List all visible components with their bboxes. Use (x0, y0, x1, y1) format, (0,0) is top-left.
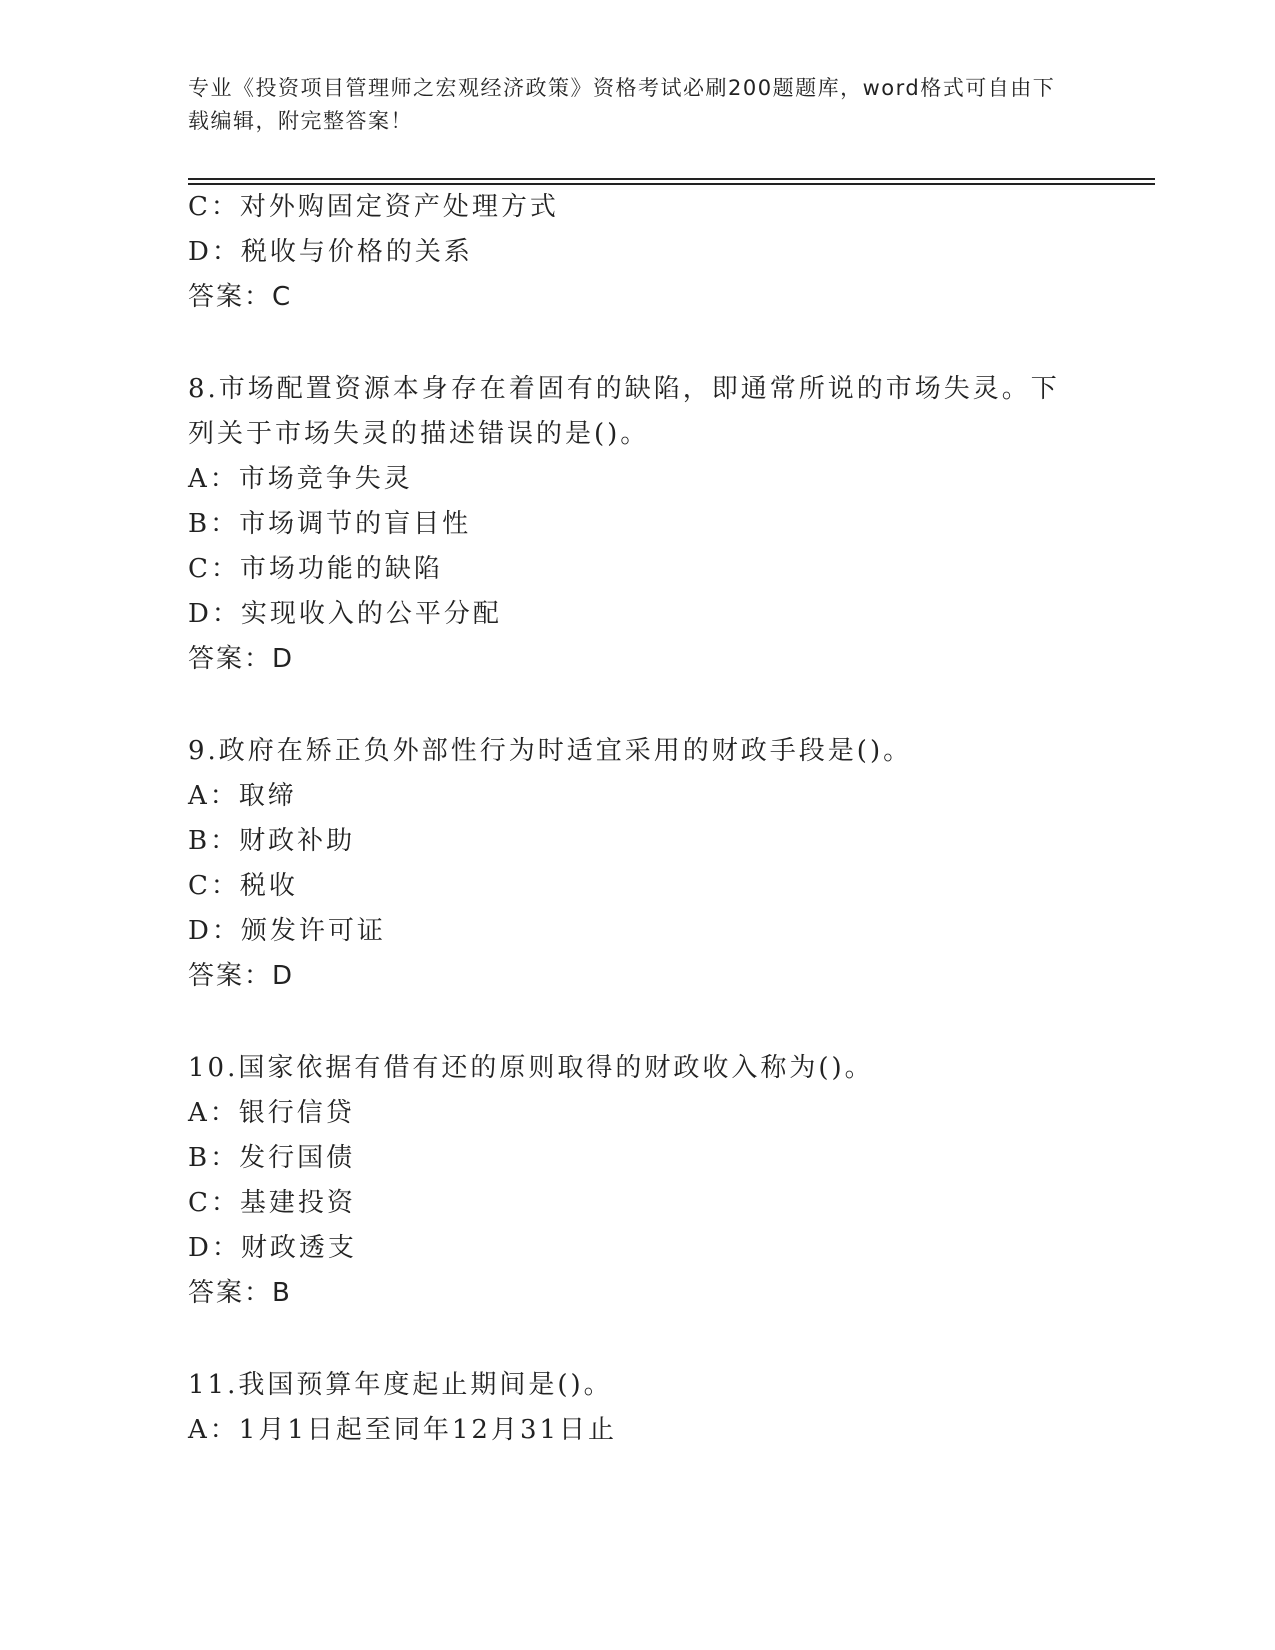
option-line: C：市场功能的缺陷 (188, 554, 443, 584)
question-line: 10.国家依据有借有还的原则取得的财政收入称为()。 (188, 1053, 874, 1083)
document-header: 专业《投资项目管理师之宏观经济政策》资格考试必刷200题题库，word格式可自由下载编辑，附完整答案！ (188, 76, 1056, 133)
option-line: D：实现收入的公平分配 (188, 599, 502, 629)
option-line: B：发行国债 (188, 1143, 356, 1173)
header-rule-top (188, 178, 1155, 180)
option-line: C：税收 (188, 871, 298, 901)
option-line: A：1月1日起至同年12月31日止 (188, 1415, 618, 1445)
option-line: C：对外购固定资产处理方式 (188, 192, 559, 222)
answer-line: 答案：B (188, 1278, 292, 1308)
option-line: B：市场调节的盲目性 (188, 509, 472, 539)
answer-line: 答案：D (188, 644, 295, 674)
option-line: B：财政补助 (188, 826, 356, 856)
option-line: C：基建投资 (188, 1188, 356, 1218)
option-line: D：颁发许可证 (188, 916, 386, 946)
question-line: 8.市场配置资源本身存在着固有的缺陷，即通常所说的市场失灵。下 (188, 374, 1060, 404)
option-line: A：取缔 (188, 781, 297, 811)
question-line: 11.我国预算年度起止期间是()。 (188, 1370, 613, 1400)
question-line: 9.政府在矫正负外部性行为时适宜采用的财政手段是()。 (188, 736, 913, 766)
question-line: 列关于市场失灵的描述错误的是()。 (188, 419, 650, 449)
answer-line: 答案：C (188, 282, 293, 312)
option-line: D：税收与价格的关系 (188, 237, 473, 267)
option-line: A：银行信贷 (188, 1098, 355, 1128)
option-line: D：财政透支 (188, 1233, 357, 1263)
option-line: A：市场竞争失灵 (188, 464, 413, 494)
answer-line: 答案：D (188, 961, 295, 991)
header-rule-bottom (188, 183, 1155, 185)
